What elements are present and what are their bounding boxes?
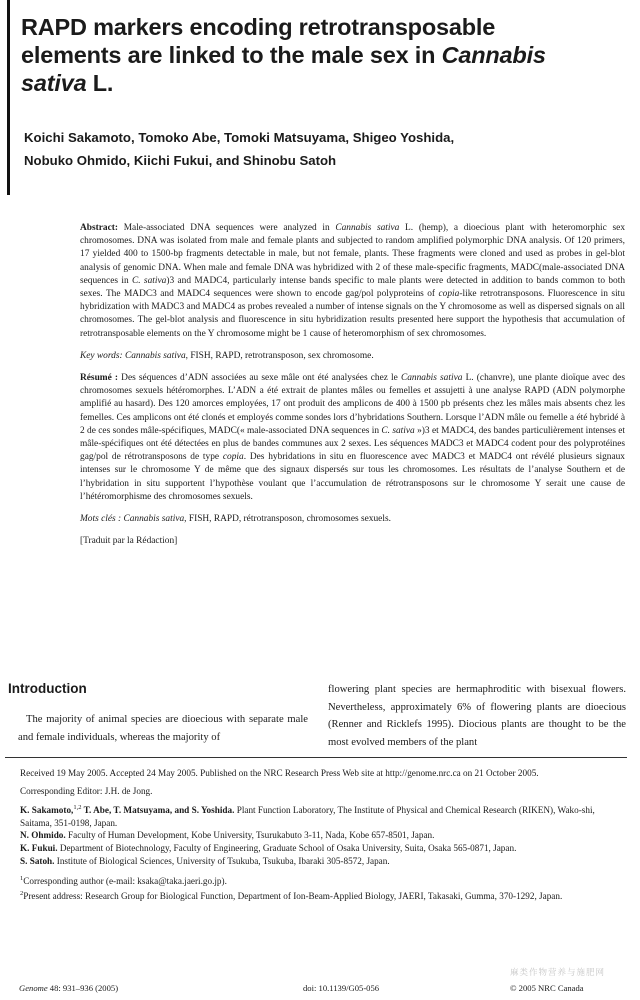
intro-column-right: flowering plant species are hermaphroditic with bisexual flowers. Nevertheless, approximately 6% of flowering plants are dioecious (Renner and Ricklefs 1995). Diocious plants are thought to be the most evolved members of the plant bbox=[328, 684, 626, 748]
author-list bbox=[24, 126, 604, 172]
resume-label: Résumé : bbox=[80, 373, 119, 384]
journal-citation: Genome 48: 931–936 (2005) bbox=[19, 983, 119, 993]
affiliation-kobe: N. Ohmido. Faculty of Human Development, Kobe University, Tsurukabuto 3-11, Nada, Kobe 657-8501, Japan. bbox=[20, 830, 435, 841]
affiliation-osaka: K. Fukui. Department of Biotechnology, Faculty of Engineering, Graduate School of Osaka University, Suita, Osaka 565-0871, Japan. bbox=[20, 843, 517, 854]
resume-paragraph: Résumé : Des séquences d’ADN associées au sexe mâle ont été analysées chez le Cannabis sativa L. (chanvre), une plante dioïque avec des chromosomes sexuels hétéromorphes. L’ADN a été extrait de plantes mâles ou femelles et assujetti à une analyse RAPD (ADN polymorphe amplifié au hasard). Des 120 amorces employées, 17 ont produit des amplicons de 400 à 1500 pb présents chez les mâles mais absents chez les femelles. Ces amplicons ont été clonés et employés comme sondes lors d’hybridations Southern. Lorsque l’ADN mâle ou femelle a été hybridé à 2 de ces sondes mâle-spécifiques, MADC(« male-associated DNA sequences in C. sativa »)3 et MADC4, des bandes particulièrement intenses et mâle-spécifiques ont été détectées en plus de bandes communes aux 2 sexes. Les séquences MADC3 et MADC4 codent pour des polyprotéines gag/pol de rétrotransposons de type copia. Des hybridations in situ en fluorescence avec MADC3 et MADC4 ont révélé plusieurs signaux intenses sur le chromosome Y de même que des signaux dispersés sur tous les chromosomes. Les résultats de l’analyse Southern et de l’hybridation in situ supportent l’hypothèse voulant que l’accumulation de rétrotransposons sur le chromosome Y serait une cause de l’hétéromorphisme des chromosomes sexuels. bbox=[80, 373, 625, 502]
doi: doi: 10.1139/G05-056 bbox=[303, 983, 380, 993]
author-line-2: Nobuko Ohmido, Kiichi Fukui, and Shinobu Satoh bbox=[24, 153, 337, 168]
title-line-3: L. bbox=[86, 70, 114, 96]
watermark-text: 麻类作物营养与施肥网 bbox=[510, 967, 606, 977]
footnote-present-address: $^2$Present address: Research Group for Biological Function, Department of Ion-Beam-Applied Biology, JAERI, Takasaki, Gumma, 370-1292, Japan. bbox=[20, 889, 563, 901]
abstract-label: Abstract: bbox=[80, 223, 119, 233]
translation-note: [Traduit par la Rédaction] bbox=[80, 536, 178, 547]
received-dates: Received 19 May 2005. Accepted 24 May 2005. Published on the NRC Research Press Web site at http://genome.nrc.ca on 21 October 2005. bbox=[20, 768, 539, 778]
footnotes-block bbox=[20, 767, 624, 903]
intro-column-left: The majority of animal species are dioecious with separate male and female individuals, whereas the majority of bbox=[18, 714, 308, 743]
article-title bbox=[21, 13, 621, 97]
title-left-rule bbox=[7, 0, 10, 195]
introduction-heading: Introduction bbox=[8, 681, 87, 696]
keywords-label: Key words: bbox=[80, 350, 123, 361]
affiliation-riken: K. Sakamoto,$^{1,2}$ T. Abe, T. Matsuyama, and S. Yoshida. Plant Function Laboratory, The Institute of Physical and Chemical Research (RIKEN), Wako-shi, Saitama, 351-0198, Japan. bbox=[20, 804, 595, 828]
corresponding-editor: Corresponding Editor: J.H. de Jong. bbox=[20, 785, 153, 796]
affiliation-tsukuba: S. Satoh. Institute of Biological Sciences, University of Tsukuba, Tsukuba, Ibaraki 305-8572, Japan. bbox=[20, 855, 390, 866]
title-line-2: elements are linked to the male sex in bbox=[21, 42, 442, 68]
abstract-block bbox=[80, 222, 625, 557]
footnote-corresponding-author: $^1$Corresponding author (e-mail: ksaka@taka.jaeri.go.jp). bbox=[20, 875, 227, 887]
footnote-divider bbox=[5, 757, 627, 758]
title-species: sativa bbox=[21, 70, 87, 96]
keywords-paragraph: Key words: Cannabis sativa, FISH, RAPD, retrotransposon, sex chromosome. bbox=[80, 350, 374, 361]
mots-cles-label: Mots clés : bbox=[80, 514, 122, 525]
title-line-1: RAPD markers encoding retrotransposable bbox=[21, 14, 496, 40]
copyright: © 2005 NRC Canada bbox=[510, 983, 584, 993]
affiliations bbox=[20, 802, 624, 867]
author-line-1: Koichi Sakamoto, Tomoko Abe, Tomoki Matsuyama, Shigeo Yoshida, bbox=[24, 130, 455, 145]
mots-cles-paragraph: Mots clés : Cannabis sativa, FISH, RAPD, rétrotransposon, chromosomes sexuels. bbox=[80, 514, 391, 525]
abstract-paragraph: Abstract: Male-associated DNA sequences were analyzed in Cannabis sativa L. (hemp), a dioecious plant with heteromorphic sex chromosomes. DNA was isolated from male and female plants and subjected to random amplified polymorphic DNA analysis. Of 120 primers, 17 yielded 400 to 1500-bp fragments detectable in male, but not female, plants. These fragments were cloned and used as probes in gel-blot analysis of genomic DNA. When male and female DNA was hybridized with 2 of these male-specific fragments, MADC(male-associated DNA sequences in C. sativa)3 and MADC4, particularly intense bands specific to male plants were detected in addition to bands common to both sexes. The MADC3 and MADC4 sequences were shown to encode gag/pol polyproteins of copia-like retrotransposons. Fluorescence in situ hybridization with MADC3 and MADC4 as probes revealed a number of intense signals on the Y chromosome as well as dispersed signals on all chromosomes. The gel-blot analysis and fluorescence in situ hybridization results presented here support the hypothesis that accumulation of retrotransposable elements on the Y chromosome might be 1 cause of heteromorphism of sex chromosomes. bbox=[80, 223, 626, 339]
title-genus: Cannabis bbox=[441, 42, 546, 68]
